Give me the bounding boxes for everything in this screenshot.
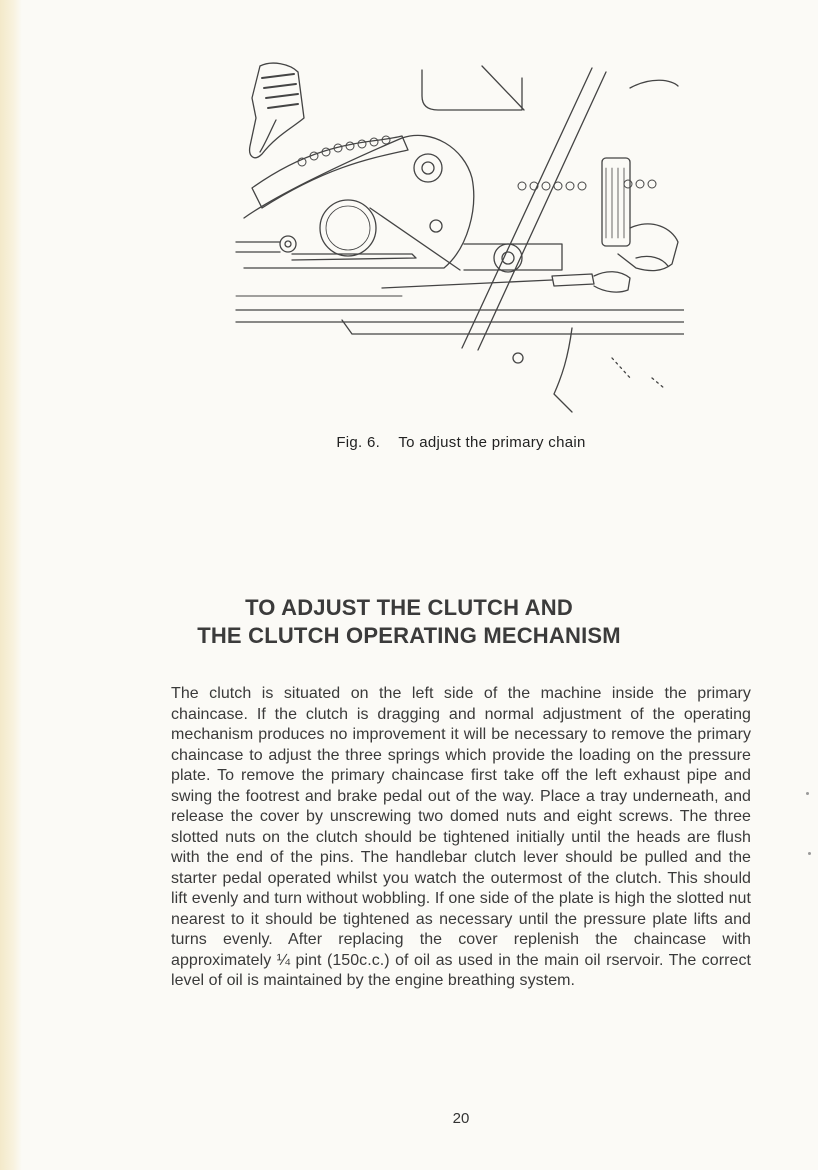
figure-caption-text: To adjust the primary chain (398, 434, 586, 451)
right-hand-drawing (618, 224, 678, 271)
primary-chain-drawing (252, 136, 408, 208)
print-speck (806, 792, 809, 795)
page-edge (0, 0, 22, 1170)
clutch-boss (320, 200, 376, 256)
heading-line-2: THE CLUTCH OPERATING MECHANISM (197, 623, 621, 648)
section-heading (0, 594, 818, 650)
figure-number: Fig. 6. (336, 434, 381, 451)
left-hand-drawing (250, 63, 304, 158)
body-paragraph: The clutch is situated on the left side of the machine inside the primary chaincase. If the clutch is dragging and normal adjustment of the operating mechanism produces no improvement it will be necessary to remove the primary chaincase to adjust the three springs which provide the loading on the pressure plate. To remove the primary chaincase first take off the left exhaust pipe and swing the footrest and brake pedal out of the way. Place a tray underneath, and release the cover by unscrewing two domed nuts and eight screws. The three slotted nuts on the clutch should be tightened initially until the heads are flush with the end of the pins. The handlebar clutch lever should be pulled and the starter pedal operated whilst you watch the outermost of the clutch. This should lift evenly and turn without wobbling. If one side of the plate is high the slotted nut nearest to it should be tightened as necessary until the pressure plate lifts and turns evenly. After replacing the cover replenish the chaincase with approximately ¼ pint (150c.c.) of oil as used in the main oil rservoir. The correct level of oil is maintained by the engine breathing system. (171, 685, 751, 989)
figure-caption (0, 434, 818, 451)
frame-tube (422, 70, 522, 110)
lower-frame-rail (236, 310, 684, 322)
heading-line-1: TO ADJUST THE CLUTCH AND (245, 595, 573, 620)
print-speck (808, 852, 811, 855)
primary-chain-illustration (232, 58, 684, 416)
page-number: 20 (452, 1110, 470, 1127)
screwdriver-drawing (382, 274, 594, 288)
